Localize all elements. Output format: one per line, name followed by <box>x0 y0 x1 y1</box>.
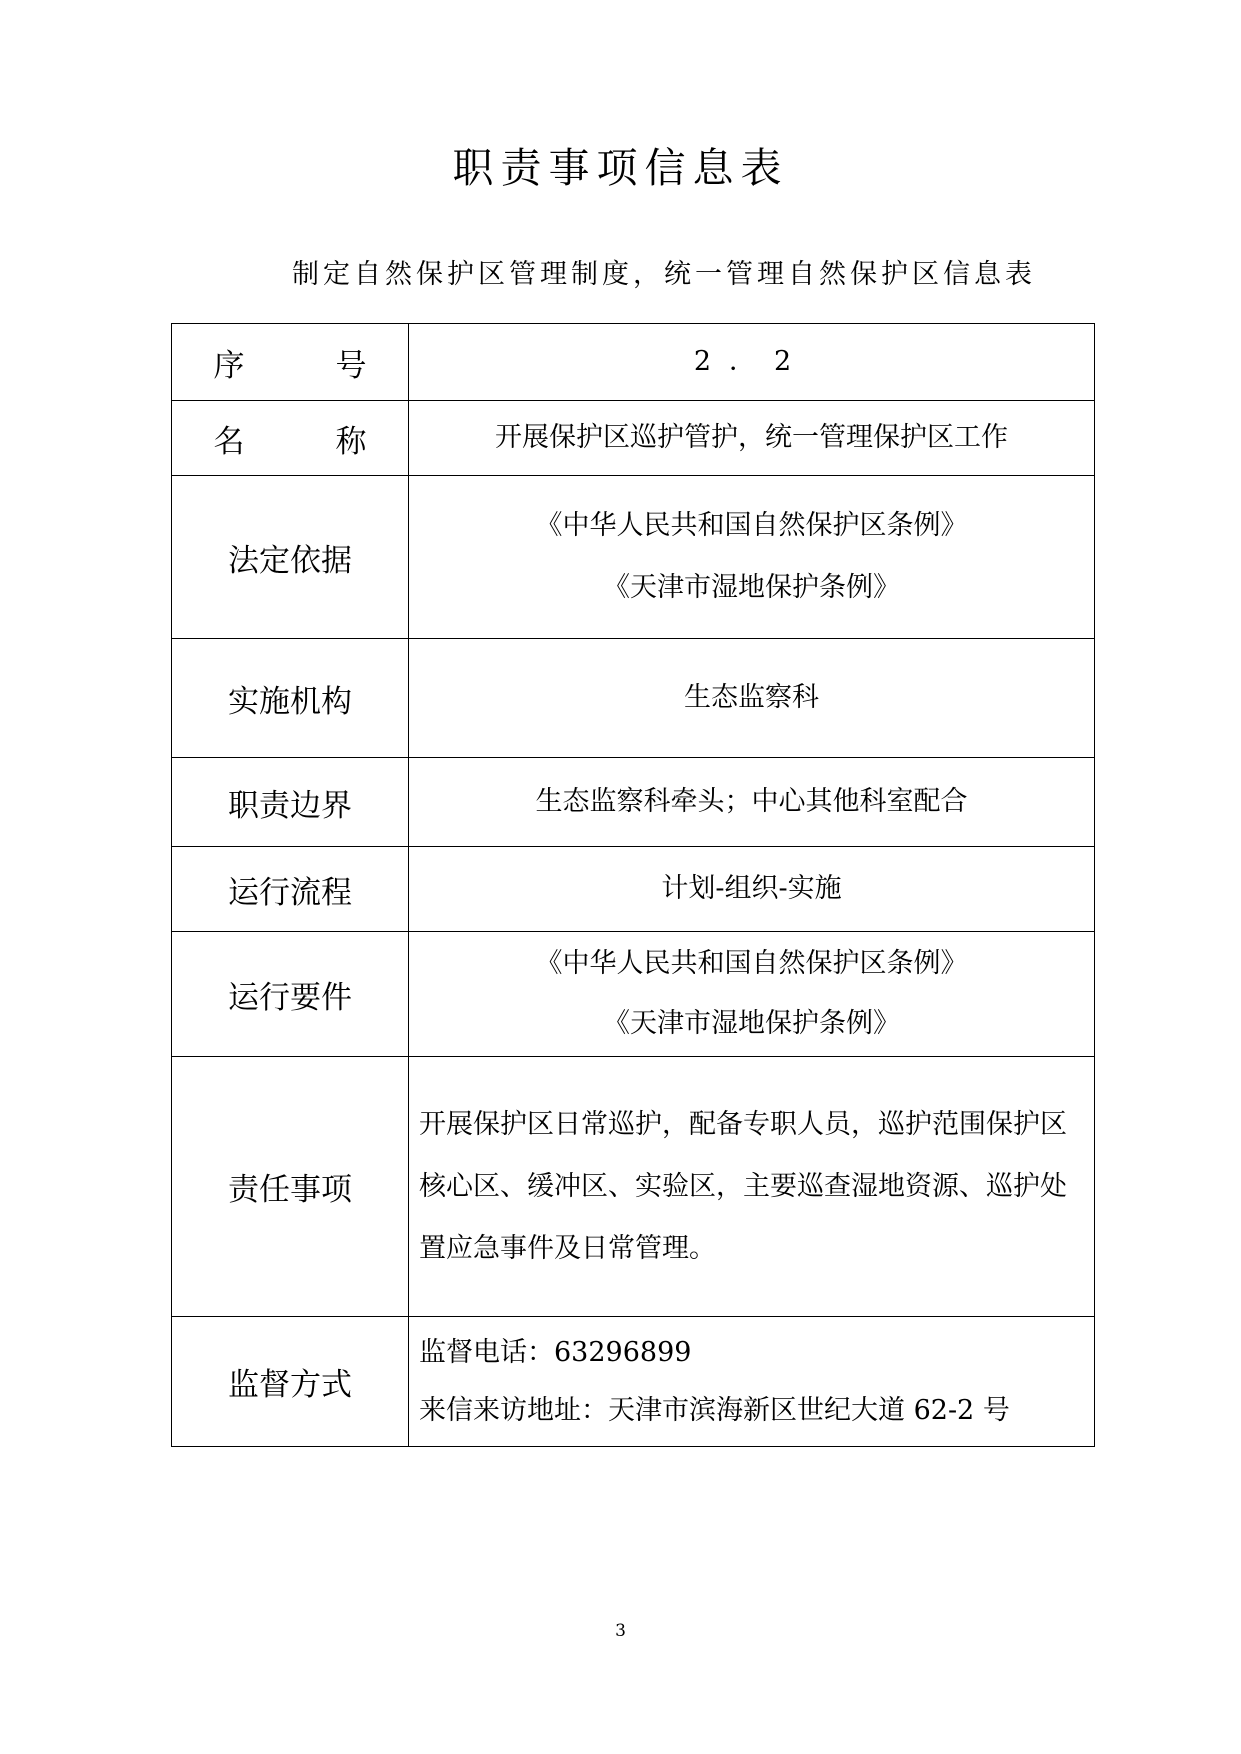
operation-requirements-label: 运行要件 <box>172 932 409 1057</box>
table-row-operation-requirements <box>172 932 1095 1057</box>
page-number: 3 <box>615 1621 626 1641</box>
document-subtitle: 制定自然保护区管理制度，统一管理自然保护区信息表 <box>292 259 1036 290</box>
name-value: 开展保护区巡护管护，统一管理保护区工作 <box>409 401 1095 476</box>
supervision-phone: 监督电话：63296899 <box>419 1336 692 1368</box>
supervision-value <box>409 1317 1095 1447</box>
responsibility-boundary-label: 职责边界 <box>172 758 409 847</box>
document-title: 职责事项信息表 <box>452 144 789 192</box>
operation-requirements-line: 《中华人民共和国自然保护区条例》 <box>535 948 968 979</box>
table-row-operation-process <box>172 847 1095 932</box>
operation-requirements-value <box>409 932 1095 1057</box>
operation-process-value: 计划-组织-实施 <box>409 847 1095 932</box>
table-row-serial <box>172 324 1095 401</box>
implementing-agency-value: 生态监察科 <box>409 639 1095 758</box>
operation-process-label: 运行流程 <box>172 847 409 932</box>
serial-value: 2．2 <box>409 324 1095 401</box>
table-row-legal-basis <box>172 476 1095 639</box>
responsibility-boundary-value: 生态监察科牵头；中心其他科室配合 <box>409 758 1095 847</box>
name-label: 名 称 <box>172 401 409 476</box>
legal-basis-line: 《中华人民共和国自然保护区条例》 <box>535 510 968 541</box>
legal-basis-value <box>409 476 1095 639</box>
legal-basis-label: 法定依据 <box>172 476 409 639</box>
table-row-name <box>172 401 1095 476</box>
responsibility-items-value: 开展保护区日常巡护，配备专职人员，巡护范围保护区核心区、缓冲区、实验区，主要巡查湿地资源、巡护处置应急事件及日常管理。 <box>409 1057 1095 1317</box>
legal-basis-line: 《天津市湿地保护条例》 <box>603 572 900 603</box>
table-row-supervision <box>172 1317 1095 1447</box>
table-row-implementing-agency <box>172 639 1095 758</box>
responsibility-items-label: 责任事项 <box>172 1057 409 1317</box>
table-row-responsibility-items <box>172 1057 1095 1317</box>
table-row-responsibility-boundary <box>172 758 1095 847</box>
supervision-label: 监督方式 <box>172 1317 409 1447</box>
implementing-agency-label: 实施机构 <box>172 639 409 758</box>
info-table <box>171 323 1095 1447</box>
supervision-address: 来信来访地址：天津市滨海新区世纪大道 62-2 号 <box>419 1394 1010 1426</box>
serial-label: 序 号 <box>172 324 409 401</box>
operation-requirements-line: 《天津市湿地保护条例》 <box>603 1008 900 1039</box>
